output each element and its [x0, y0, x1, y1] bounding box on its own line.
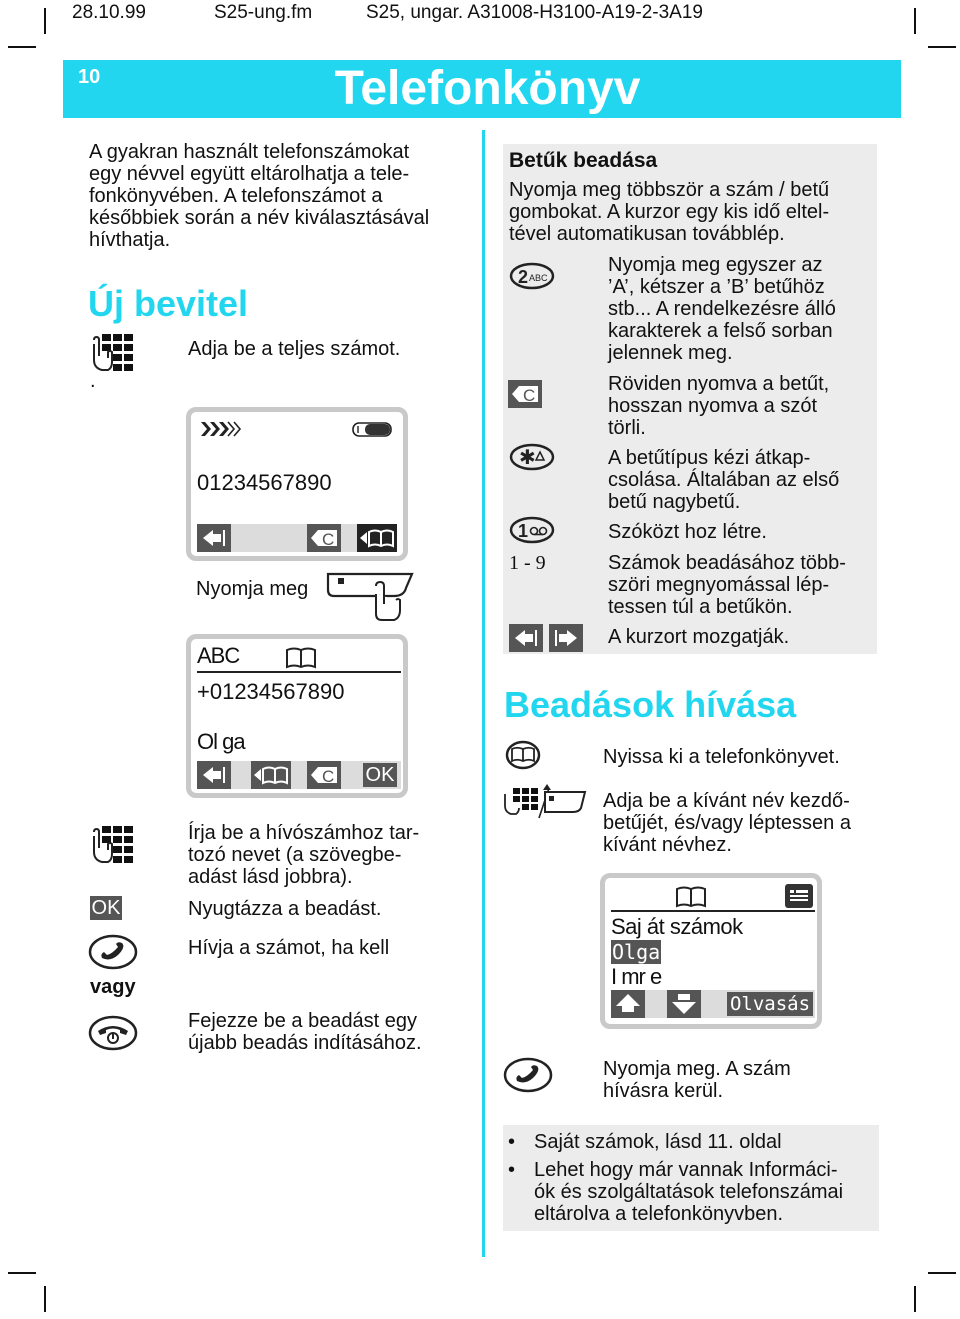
ok-softkey[interactable]: OK [363, 763, 397, 787]
phone-screen-phonebook-list [600, 873, 822, 1029]
read-softkey[interactable]: Olvasás [727, 992, 813, 1016]
crop-mark [44, 1286, 46, 1312]
intro-paragraph: A gyakran használt telefonszámokat egy névvel együtt eltárolhatja a tele- fonkönyvében. A telefonszámot a későbbiek során a név kiválasztásával hívthatja. [89, 141, 430, 251]
section-heading-hivasa: Beadások hívása [504, 684, 797, 725]
crop-mark [914, 1286, 916, 1312]
svg-text:2: 2 [518, 267, 529, 287]
crop-mark [928, 46, 956, 48]
phonebook-softkey[interactable] [251, 761, 291, 789]
svg-text:ABC: ABC [529, 273, 548, 283]
row-key2-text: Nyomja meg egyszer az ’A’, kétszer a ’B’ betűhöz stb... A rendelkezésre álló karakterek a felső sorban jelennek meg. [608, 254, 836, 364]
call-key-icon [503, 1057, 553, 1093]
panel-intro: Nyomja meg többször a szám / betű gombokat. A kurzor egy kis idő eltel- tével automatikusan továbblép. [509, 179, 830, 245]
stored-number: +01234567890 [197, 679, 345, 704]
key-2abc-icon [509, 262, 555, 290]
phone-screen-name-entry [186, 634, 408, 798]
row-space-text: Szóközt hoz létre. [608, 521, 767, 543]
step-end: Fejezze be a beadást egy újabb beadás indításához. [188, 1010, 422, 1054]
call-key-icon [88, 934, 138, 970]
crop-mark [8, 1272, 36, 1274]
scroll-up-softkey[interactable] [611, 990, 645, 1018]
svg-text:C: C [523, 386, 536, 405]
row-clear-text: Röviden nyomva a betűt, hosszan nyomva a szót törli. [608, 373, 830, 439]
screen-divider [611, 910, 815, 912]
header-doc: S25, ungar. A31008-H3100-A19-2-3A19 [366, 2, 703, 23]
clear-key-icon [508, 380, 542, 408]
row-cursor-text: A kurzort mozgatják. [608, 626, 790, 648]
note-bullet: • [508, 1131, 516, 1153]
step-call-number: Nyomja meg. A szám hívásra kerül. [603, 1058, 791, 1102]
entered-number: 01234567890 [197, 470, 332, 495]
svg-text:C: C [322, 530, 335, 549]
stored-name: Ol ga [197, 729, 245, 754]
step-confirm: Nyugtázza a beadást. [188, 898, 382, 920]
book-icon [675, 886, 707, 908]
finger-press-key-icon [324, 566, 416, 622]
list-item-selected[interactable]: Olga [612, 940, 661, 964]
step-enter-letter: Adja be a kívánt név kezdő- betűjét, és/vagy léptessen a kívánt névhez. [603, 790, 851, 856]
page-title: Telefonkönyv [334, 62, 641, 115]
header-file: S25-ung.fm [214, 2, 313, 23]
battery-icon [351, 420, 393, 438]
step-open-phonebook: Nyissa ki a telefonkönyvet. [603, 746, 840, 768]
step-call: Hívja a számot, ha kell [188, 937, 390, 959]
page-number: 10 [78, 66, 101, 88]
cursor-left-softkey[interactable] [197, 761, 231, 789]
key-1-voicemail-icon [509, 516, 555, 544]
clear-softkey[interactable] [307, 524, 341, 552]
or-label: vagy [90, 976, 136, 998]
cursor-left-key-icon [509, 624, 543, 652]
list-item[interactable]: I mr e [611, 964, 662, 989]
crop-mark [914, 8, 916, 34]
phonebook-key-icon [505, 740, 541, 770]
screen-divider [197, 671, 401, 673]
svg-text:1: 1 [518, 521, 529, 541]
ok-key-icon: OK [91, 897, 121, 919]
panel-heading: Betűk beadása [509, 149, 658, 172]
crop-mark [44, 8, 46, 34]
crop-mark [928, 1272, 956, 1274]
menu-icon [785, 884, 813, 908]
step-enter-name: Írja be a hívószámhoz tar- tozó nevet (a szövegbe- adást lásd jobbra). [188, 822, 420, 888]
keypad-icon [90, 826, 134, 866]
note-own-numbers: Saját számok, lásd 11. oldal [534, 1131, 782, 1153]
cursor-right-key-icon [549, 624, 583, 652]
input-mode-abc: ABC [197, 643, 240, 668]
book-icon [285, 647, 317, 669]
press-label: Nyomja meg [196, 578, 309, 600]
step-enter-number: Adja be a teljes számot. [188, 338, 401, 360]
header-date: 28.10.99 [72, 2, 146, 23]
row-digits-text: Számok beadásához több- szöri megnyomással lép- tessen túl a betűkön. [608, 552, 846, 618]
keypad-and-nav-key-icon [503, 782, 587, 820]
crop-mark [8, 46, 36, 48]
svg-text:C: C [322, 767, 335, 786]
scroll-down-softkey[interactable] [667, 990, 701, 1018]
stray-dot: . [90, 370, 96, 392]
keypad-icon [90, 334, 134, 374]
note-bullet: • [508, 1159, 516, 1181]
cursor-left-softkey[interactable] [197, 524, 231, 552]
key-range-label: 1 - 9 [509, 552, 546, 574]
phonebook-softkey[interactable] [357, 524, 397, 552]
phone-screen-number [186, 407, 408, 561]
section-heading-uj-bevitel: Új bevitel [88, 283, 249, 324]
list-item-own-numbers[interactable]: Saj át számok [611, 914, 743, 939]
row-star-text: A betűtípus kézi átkap- csolása. Általában az első betű nagybetű. [608, 447, 840, 513]
clear-softkey[interactable] [307, 761, 341, 789]
column-divider [482, 130, 485, 1257]
star-key-icon [509, 443, 555, 471]
note-preloaded: Lehet hogy már vannak Informáci- ók és szolgáltatások telefonszámai eltárolva a telefonkönyvben. [534, 1159, 844, 1225]
end-key-icon [88, 1015, 138, 1051]
signal-strength-icon [199, 420, 243, 438]
svg-text:✱: ✱ [519, 447, 536, 469]
